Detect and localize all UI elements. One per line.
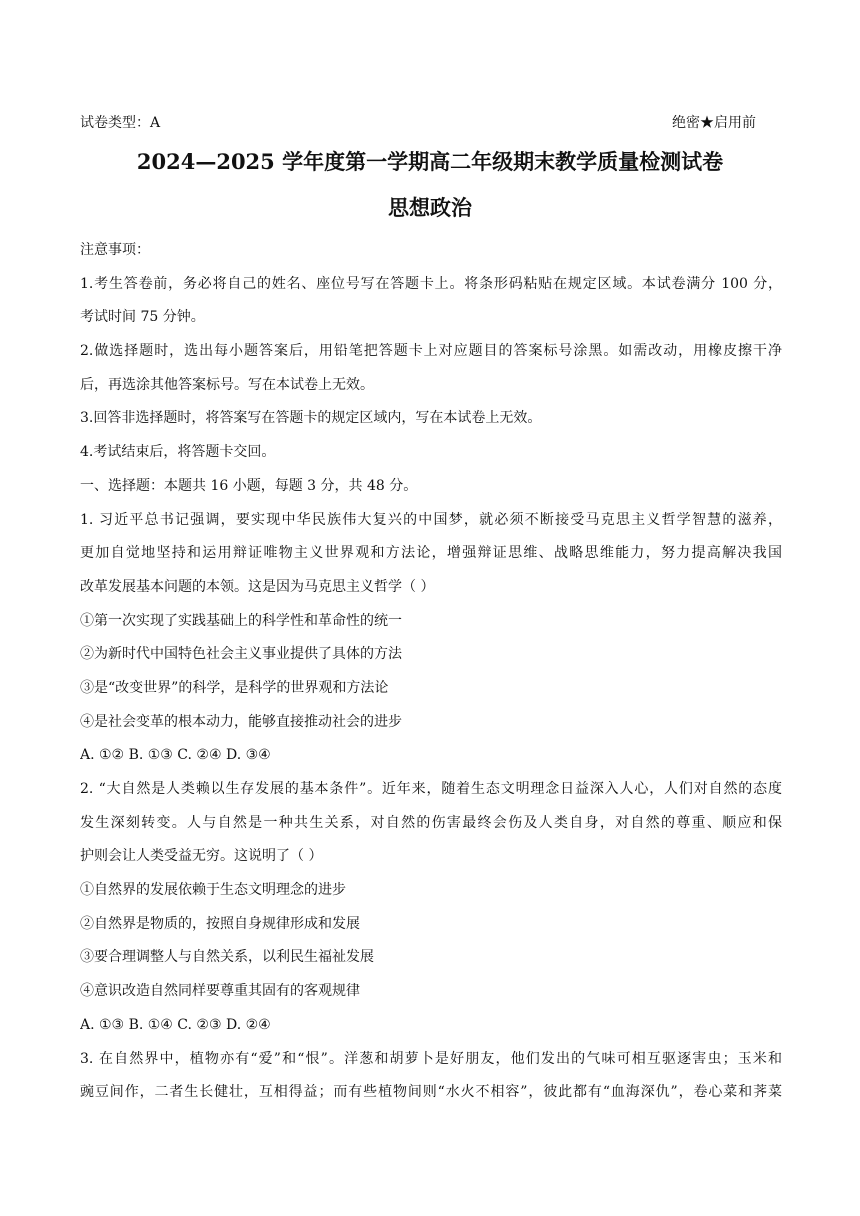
q2-option-4: ④意识改造自然同样要尊重其固有的客观规律	[80, 983, 360, 1000]
q2-option-3: ③要合理调整人与自然关系，以利民生福祉发展	[80, 949, 374, 966]
q2-choices: A. ①③ B. ①④ C. ②③ D. ②④	[80, 1016, 271, 1033]
notice-item-4: 4.考试结束后，将答题卡交回。	[80, 444, 276, 461]
q1-option-2: ②为新时代中国特色社会主义事业提供了具体的方法	[80, 646, 402, 663]
notice-item-1-line-2: 考试时间 75 分钟。	[80, 309, 205, 326]
q1-stem-line-1: 1. 习近平总书记强调，要实现中华民族伟大复兴的中国梦，就必须不断接受马克思主义哲学智慧的滋养，	[80, 511, 782, 528]
section-1-heading: 一、选择题：本题共 16 小题，每题 3 分，共 48 分。	[80, 477, 418, 494]
paper-type-label: 试卷类型：A	[80, 115, 161, 131]
q1-option-3: ③是“改变世界”的科学，是科学的世界观和方法论	[80, 679, 389, 696]
notice-heading: 注意事项：	[80, 242, 150, 258]
exam-title: 2024—2025 学年度第一学期高二年级期末教学质量检测试卷	[136, 149, 724, 174]
secrecy-label: 绝密★启用前	[672, 115, 756, 131]
q3-stem-line-1: 3. 在自然界中，植物亦有“爱”和“恨”。洋葱和胡萝卜是好朋友，他们发出的气味可相互驱逐害虫；玉米和	[80, 1050, 782, 1067]
q2-option-2: ②自然界是物质的，按照自身规律形成和发展	[80, 915, 360, 932]
notice-item-3: 3.回答非选择题时，将答案写在答题卡的规定区域内，写在本试卷上无效。	[80, 410, 542, 427]
notice-item-2-line-2: 后，再选涂其他答案标号。写在本试卷上无效。	[80, 376, 374, 393]
q1-stem-line-3: 改革发展基本问题的本领。这是因为马克思主义哲学（ ）	[80, 578, 435, 595]
q1-stem-line-2: 更加自觉地坚持和运用辩证唯物主义世界观和方法论，增强辩证思维、战略思维能力，努力提高解决我国	[80, 545, 782, 562]
notice-item-2-line-1: 2.做选择题时，选出每小题答案后，用铅笔把答题卡上对应题目的答案标号涂黑。如需改动，用橡皮擦干净	[80, 343, 782, 360]
q2-stem-line-3: 护则会让人类受益无穷。这说明了（ ）	[80, 848, 323, 865]
exam-body	[80, 234, 782, 1110]
q3-stem-line-2: 豌豆间作，二者生长健壮，互相得益；而有些植物间则“水火不相容”，彼此都有“血海深仇”，卷心菜和荠菜	[80, 1084, 782, 1101]
q2-stem-line-2: 发生深刻转变。人与自然是一种共生关系，对自然的伤害最终会伤及人类自身，对自然的尊重、顺应和保	[80, 814, 782, 831]
subject-title: 思想政治	[388, 195, 472, 220]
q1-option-1: ①第一次实现了实践基础上的科学性和革命性的统一	[80, 612, 402, 629]
q1-choices: A. ①② B. ①③ C. ②④ D. ③④	[80, 747, 271, 764]
q2-stem-line-1: 2. “大自然是人类赖以生存发展的基本条件”。近年来，随着生态文明理念日益深入人心，人们对自然的态度	[80, 781, 782, 797]
q1-option-4: ④是社会变革的根本动力，能够直接推动社会的进步	[80, 713, 402, 730]
q2-option-1: ①自然界的发展依赖于生态文明理念的进步	[80, 882, 346, 899]
notice-item-1-line-1: 1.考生答卷前，务必将自己的姓名、座位号写在答题卡上。将条形码粘贴在规定区域。本试卷满分 100 分，	[80, 275, 782, 292]
